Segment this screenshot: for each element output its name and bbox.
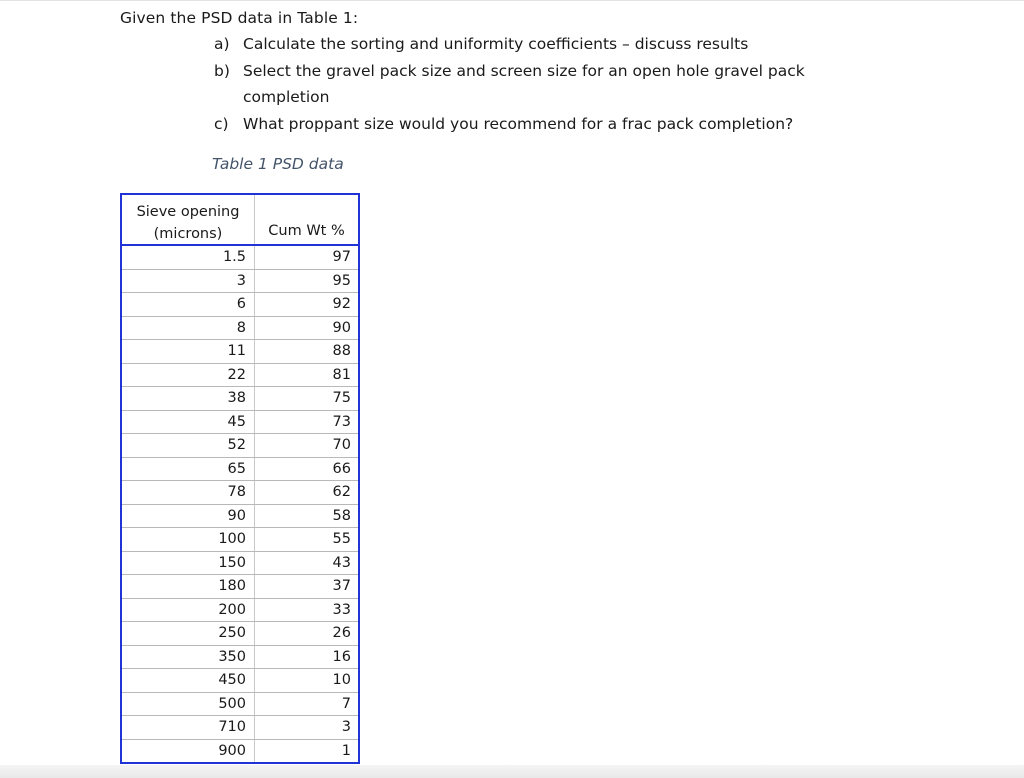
top-rule [0, 0, 1024, 1]
cell-sieve-opening: 45 [227, 413, 246, 430]
table-row [122, 599, 358, 623]
cell-cum-wt: 75 [332, 390, 351, 406]
cell-sieve-opening: 200 [218, 601, 246, 618]
cell-cum-wt: 55 [332, 531, 351, 547]
intro-text: Given the PSD data in Table 1: [120, 9, 359, 27]
cell-sieve-opening: 78 [227, 484, 246, 500]
table-row [122, 270, 358, 294]
cell-sieve-opening: 710 [218, 719, 246, 735]
cell-sieve-opening: 900 [218, 742, 246, 759]
cell-sieve-opening: 90 [227, 507, 246, 524]
question-b-text-line2: completion [243, 88, 330, 106]
cell-cum-wt: 88 [332, 343, 351, 359]
table-row [122, 740, 358, 764]
table-caption: Table 1 PSD data [212, 155, 344, 173]
cell-sieve-opening: 100 [218, 531, 246, 547]
cell-sieve-opening: 3 [236, 272, 246, 289]
cell-cum-wt: 43 [332, 554, 351, 571]
question-a-text: Calculate the sorting and uniformity coefficients – discuss results [243, 35, 749, 53]
cell-sieve-opening: 150 [218, 554, 246, 571]
cell-sieve-opening: 65 [227, 460, 246, 477]
cell-sieve-opening: 38 [227, 390, 246, 406]
cell-cum-wt: 33 [332, 601, 351, 618]
cell-sieve-opening: 180 [218, 578, 246, 594]
table-row [122, 646, 358, 670]
table-row [122, 293, 358, 317]
table-row [122, 246, 358, 270]
psd-table [120, 193, 360, 764]
cell-sieve-opening: 52 [227, 437, 246, 453]
header-sieve-line2: (microns) [153, 226, 223, 242]
cell-cum-wt: 58 [332, 507, 351, 524]
cell-cum-wt: 16 [332, 648, 351, 665]
table-row [122, 528, 358, 552]
table-row [122, 387, 358, 411]
table-row [122, 622, 358, 646]
table-row [122, 669, 358, 693]
table-row [122, 505, 358, 529]
question-b-label: b) [214, 62, 230, 80]
cell-cum-wt: 73 [332, 413, 351, 430]
cell-cum-wt: 95 [332, 272, 351, 289]
table-row [122, 552, 358, 576]
table-row [122, 693, 358, 717]
question-c-label: c) [214, 115, 229, 133]
cell-cum-wt: 10 [332, 672, 351, 688]
table-row [122, 481, 358, 505]
cell-sieve-opening: 8 [236, 319, 246, 336]
table-row [122, 716, 358, 740]
header-sieve-opening [122, 201, 254, 245]
cell-sieve-opening: 1.5 [222, 249, 246, 265]
cell-cum-wt: 66 [332, 460, 351, 477]
cell-cum-wt: 3 [341, 719, 351, 735]
table-row [122, 575, 358, 599]
cell-cum-wt: 90 [332, 319, 351, 336]
cell-cum-wt: 81 [332, 366, 351, 383]
header-cum-wt: Cum Wt % [268, 223, 345, 239]
cell-cum-wt: 1 [341, 742, 351, 759]
question-b-text-line1: Select the gravel pack size and screen size for an open hole gravel pack [243, 62, 805, 80]
cell-cum-wt: 70 [332, 437, 351, 453]
table-row [122, 434, 358, 458]
cell-cum-wt: 26 [332, 625, 351, 641]
cell-cum-wt: 37 [332, 578, 351, 594]
table-row [122, 458, 358, 482]
table-row [122, 317, 358, 341]
cell-sieve-opening: 22 [227, 366, 246, 383]
cell-sieve-opening: 11 [227, 343, 246, 359]
question-c-text: What proppant size would you recommend for a frac pack completion? [243, 115, 794, 133]
question-a-label: a) [214, 35, 230, 53]
cell-cum-wt: 92 [332, 296, 351, 312]
page-bottom-edge [0, 765, 1024, 778]
table-row [122, 411, 358, 435]
cell-sieve-opening: 250 [218, 625, 246, 641]
cell-sieve-opening: 500 [218, 695, 246, 712]
cell-cum-wt: 62 [332, 484, 351, 500]
header-sieve-line1: Sieve opening [136, 204, 240, 220]
cell-cum-wt: 97 [332, 249, 351, 265]
cell-cum-wt: 7 [341, 695, 351, 712]
cell-sieve-opening: 6 [236, 296, 246, 312]
table-row [122, 340, 358, 364]
table-row [122, 364, 358, 388]
cell-sieve-opening: 350 [218, 648, 246, 665]
cell-sieve-opening: 450 [218, 672, 246, 688]
